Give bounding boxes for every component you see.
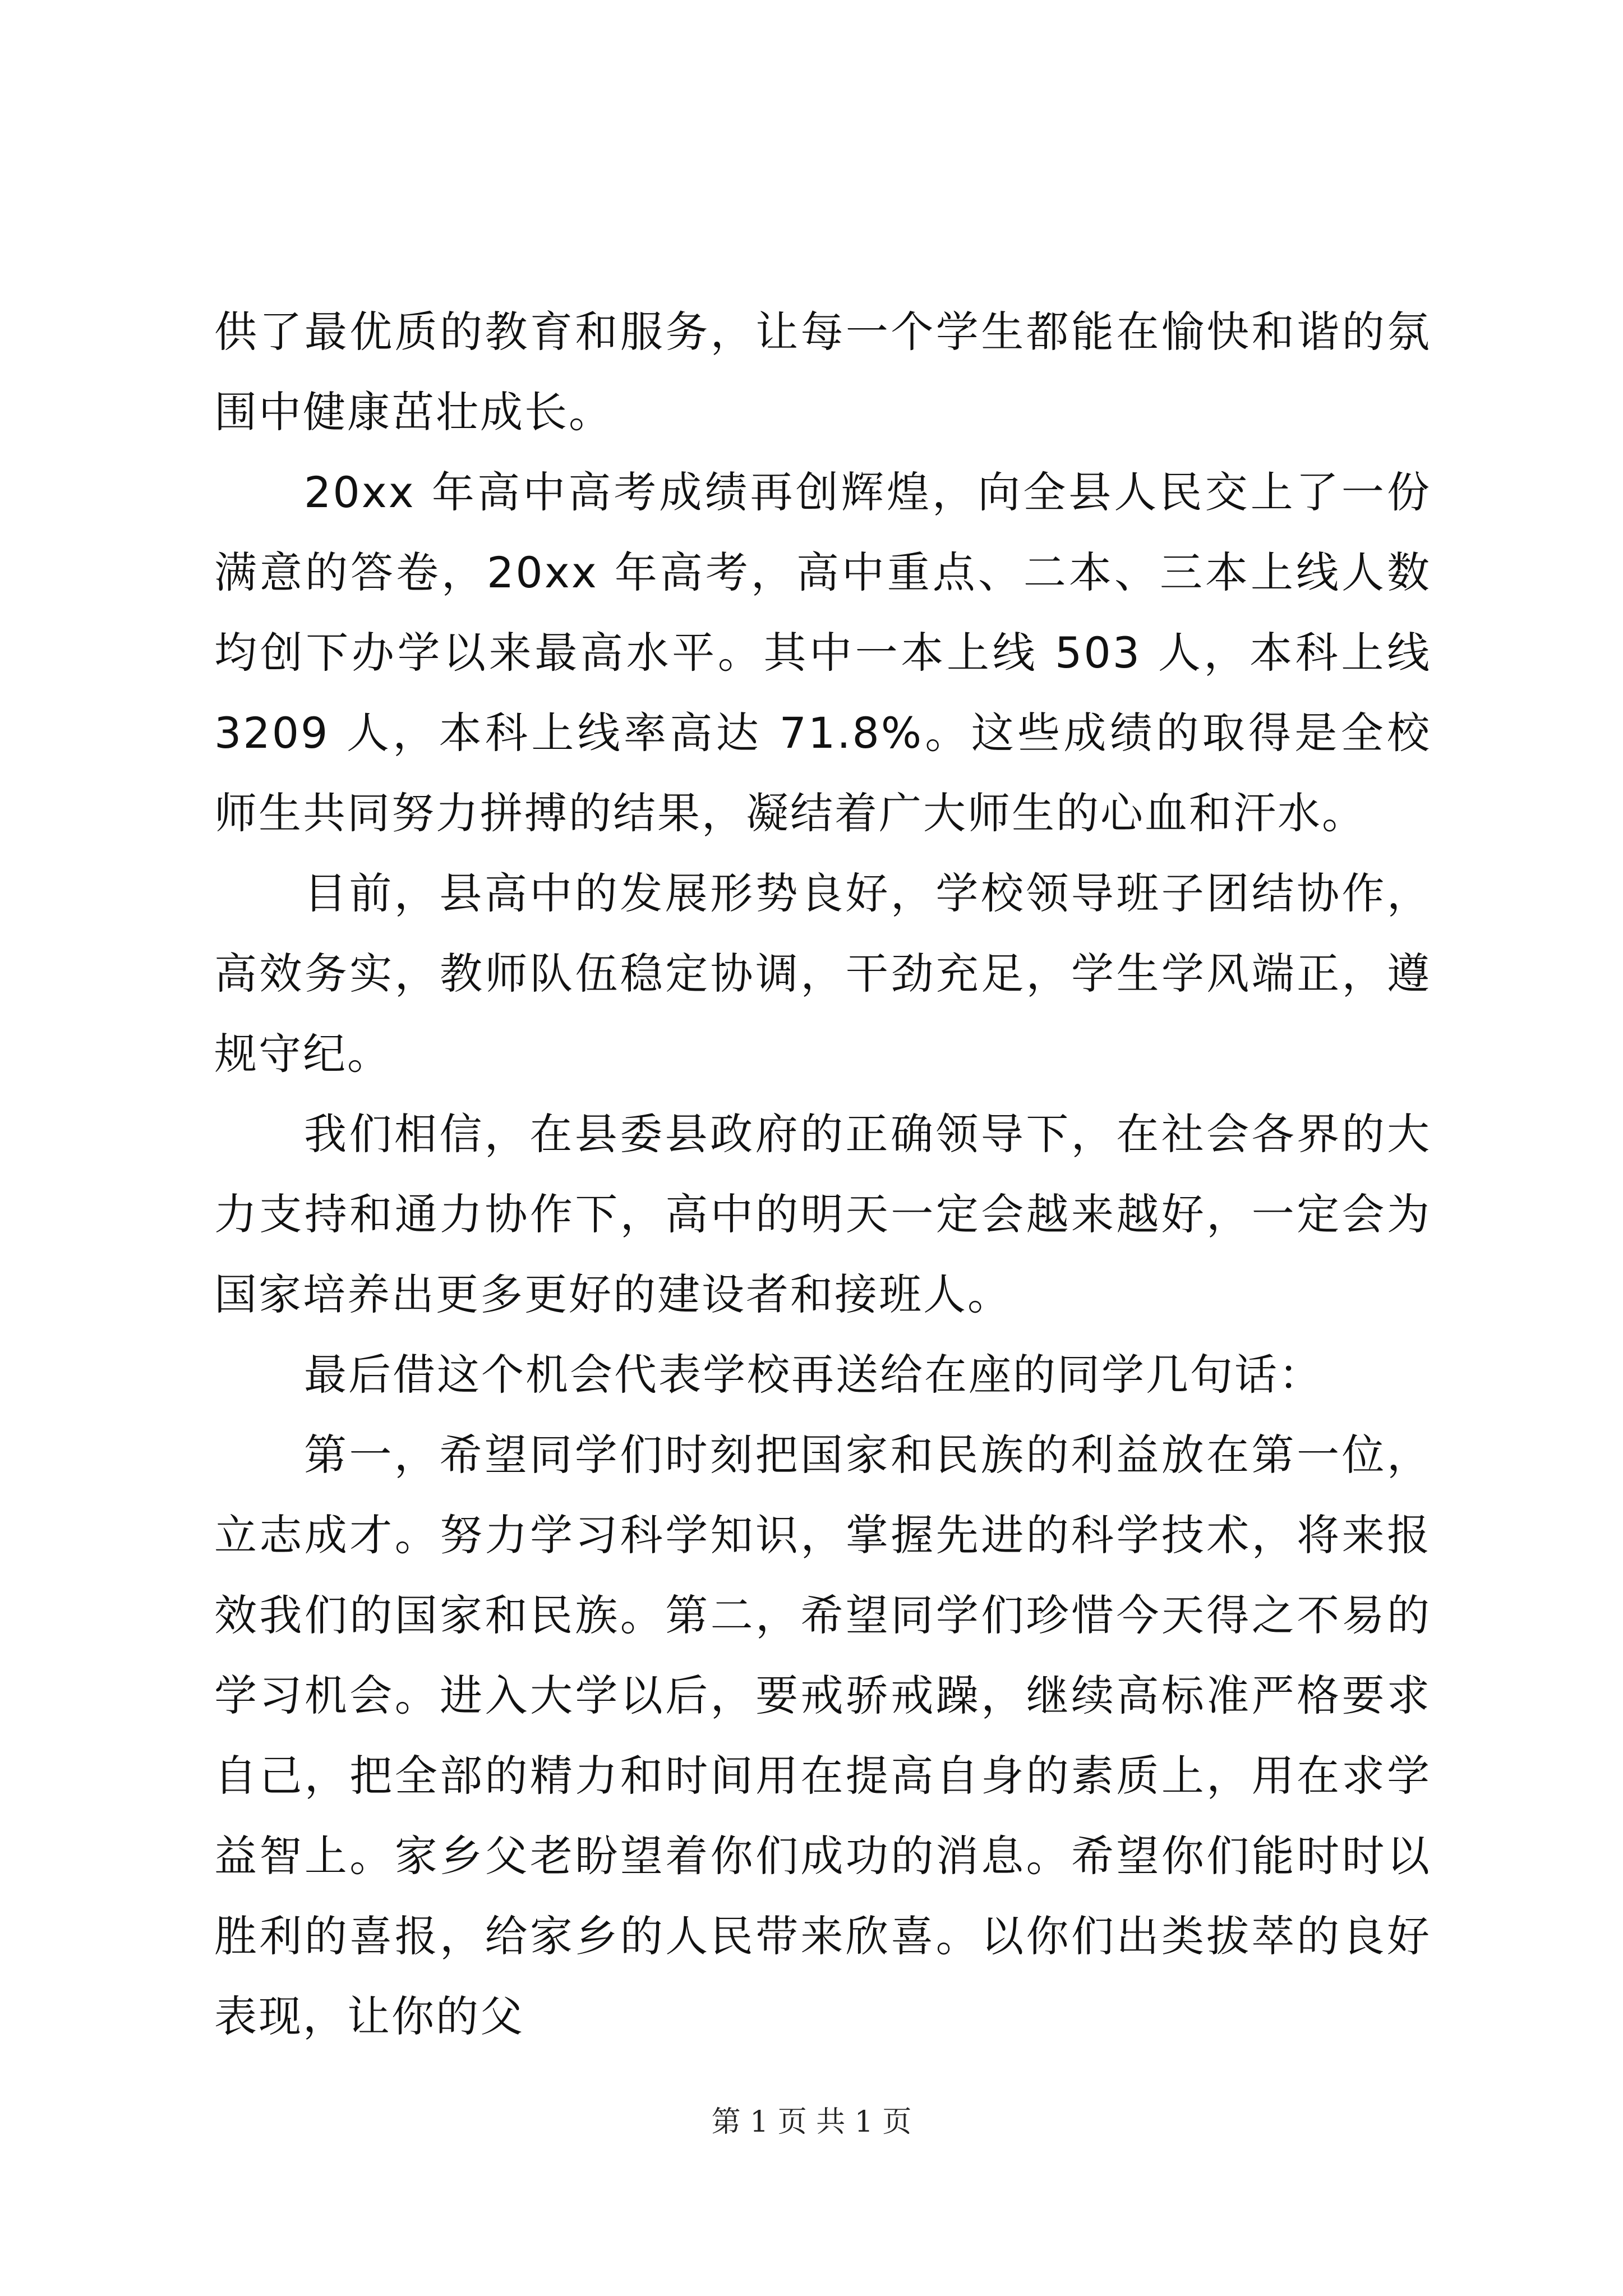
- paragraph-2: 20xx 年高中高考成绩再创辉煌，向全县人民交上了一份满意的答卷，20xx 年高考，高中重点、二本、三本上线人数均创下办学以来最高水平。其中一本上线 503 人，本科上线 3209 人，本科上线率高达 71.8%。这些成绩的取得是全校师生共同努力拼搏的结果，凝结着广大师生的心血和汗水。: [214, 467, 1431, 838]
- paragraph-4: 我们相信，在县委县政府的正确领导下，在社会各界的大力支持和通力协作下，高中的明天一定会越来越好，一定会为国家培养出更多更好的建设者和接班人。: [214, 1109, 1431, 1319]
- paragraph-1: 供了最优质的教育和服务，让每一个学生都能在愉快和谐的氛围中健康茁壮成长。: [214, 307, 1431, 437]
- paragraph-5: 最后借这个机会代表学校再送给在座的同学几句话：: [304, 1350, 1323, 1400]
- paragraph-6: 第一，希望同学们时刻把国家和民族的利益放在第一位，立志成才。努力学习科学知识，掌握先进的科学技术，将来报效我们的国家和民族。第二，希望同学们珍惜今天得之不易的学习机会。进入大学以后，要戒骄戒躁，继续高标准严格要求自己，把全部的精力和时间用在提高自身的素质上，用在求学益智上。家乡父老盼望着你们成功的消息。希望你们能时时以胜利的喜报，给家乡的人民带来欣喜。以你们出类拔萃的良好表现，让你的父: [214, 1430, 1431, 2041]
- page-footer: 第 1 页 共 1 页: [711, 2105, 912, 2139]
- document-body: [214, 292, 1431, 2056]
- paragraph-3: 目前，县高中的发展形势良好，学校领导班子团结协作，高效务实，教师队伍稳定协调，干劲充足，学生学风端正，遵规守纪。: [214, 868, 1431, 1079]
